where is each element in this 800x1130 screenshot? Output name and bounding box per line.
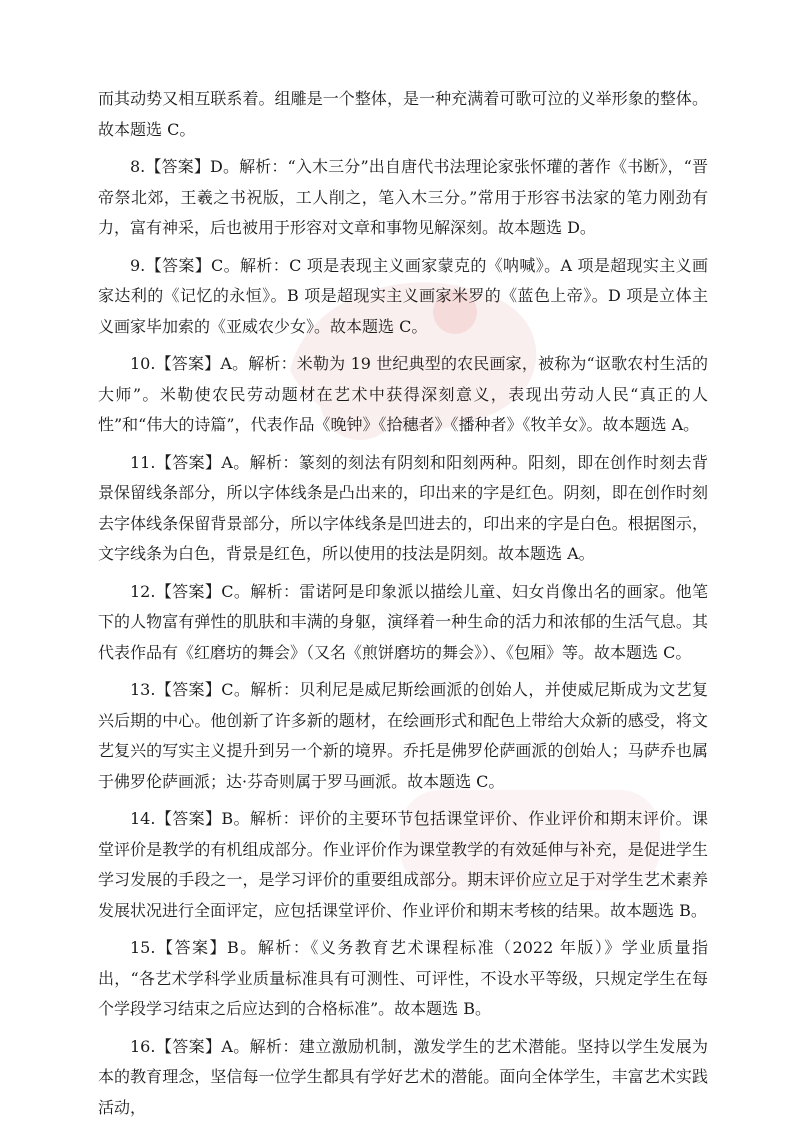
- paragraph-q7-continuation: 而其动势又相互联系着。组雕是一个整体，是一种充满着可歌可泣的义举形象的整体。故本题选 C。: [98, 89, 708, 139]
- answer-q10: 10.【答案】A。解析：米勒为 19 世纪典型的农民画家，被称为“讴歌农村生活的大师”。米勒使农民劳动题材在艺术中获得深刻意义，表现出劳动人民“真正的人性”和“伟大的诗篇”，代表作品《晚钟》《拾穗者》《播种者》《牧羊女》。故本题选 A。: [98, 354, 708, 434]
- answer-explanations: [98, 84, 708, 1130]
- answer-q8: 8.【答案】D。解析：“入木三分”出自唐代书法理论家张怀瓘的著作《书断》，“晋帝祭北郊，王羲之书祝版，工人削之，笔入木三分。”常用于形容书法家的笔力刚劲有力，富有神采，后也被用于形容对文章和事物见解深刻。故本题选 D。: [98, 157, 708, 237]
- answer-q9: 9.【答案】C。解析：C 项是表现主义画家蒙克的《呐喊》。A 项是超现实主义画家达利的《记忆的永恒》。B 项是超现实主义画家米罗的《蓝色上帝》。D 项是立体主义画家毕加索的《亚威农少女》。故本题选 C。: [98, 255, 708, 336]
- answer-q11: 11.【答案】A。解析：篆刻的刻法有阴刻和阳刻两种。阳刻，即在创作时刻去背景保留线条部分，所以字体线条是凸出来的，印出来的字是红色。阴刻，即在创作时刻去字体线条保留背景部分，所以字体线条是凹进去的，印出来的字是白色。根据图示，文字线条为白色，背景是红色，所以使用的技法是阴刻。故本题选 A。: [98, 452, 708, 563]
- answer-q15: 15.【答案】B。解析：《义务教育艺术课程标准（2022 年版）》学业质量指出，“各艺术学科学业质量标准具有可测性、可评性，不设水平等级，只规定学生在每个学段学习结束之后应达到的合格标准”。故本题选 B。: [98, 938, 708, 1018]
- answer-q13: 13.【答案】C。解析：贝利尼是威尼斯绘画派的创始人，并使威尼斯成为文艺复兴后期的中心。他创新了许多新的题材，在绘画形式和配色上带给大众新的感受，将文艺复兴的写实主义提升到另一个新的境界。乔托是佛罗伦萨画派的创始人；马萨乔也属于佛罗伦萨画派；达·芬奇则属于罗马画派。故本题选 C。: [98, 680, 708, 791]
- answer-q16: 16.【答案】A。解析：建立激励机制，激发学生的艺术潜能。坚持以学生发展为本的教育理念，坚信每一位学生都具有学好艺术的潜能。面向全体学生，丰富艺术实践活动，: [98, 1036, 708, 1117]
- answer-q12: 12.【答案】C。解析：雷诺阿是印象派以描绘儿童、妇女肖像出名的画家。他笔下的人物富有弹性的肌肤和丰满的身躯，演绎着一种生命的活力和浓郁的生活气息。其代表作品有《红磨坊的舞会》（又名《煎饼磨坊的舞会》）、《包厢》等。故本题选 C。: [98, 581, 708, 662]
- answer-q14: 14.【答案】B。解析：评价的主要环节包括课堂评价、作业评价和期末评价。课堂评价是教学的有机组成部分。作业评价作为课堂教学的有效延伸与补充，是促进学生学习发展的手段之一，是学习评价的重要组成部分。期末评价应立足于对学生艺术素养发展状况进行全面评定，应包括课堂评价、作业评价和期末考核的结果。故本题选 B。: [98, 809, 708, 920]
